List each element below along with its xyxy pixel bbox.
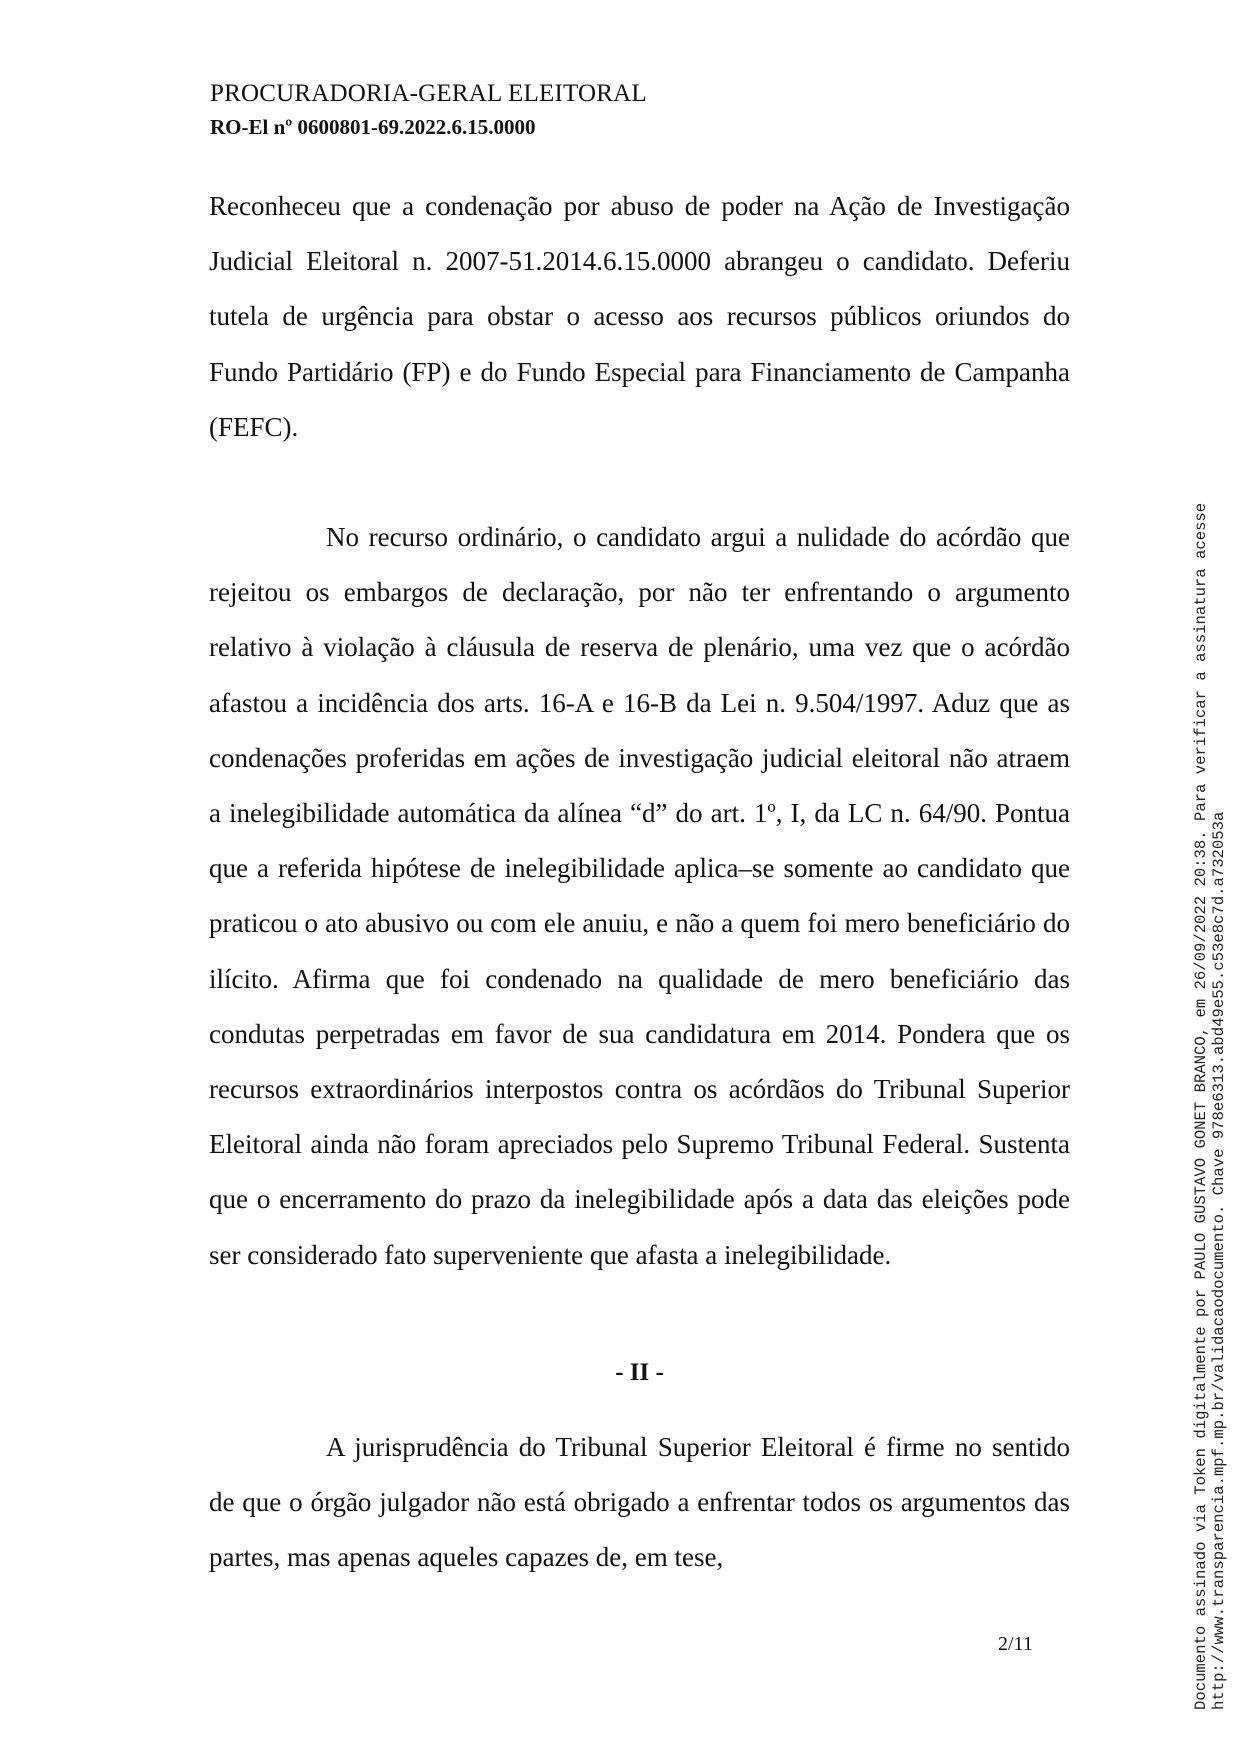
page-number: 2/11	[998, 1633, 1033, 1655]
organization-name: PROCURADORIA-GERAL ELEITORAL	[210, 80, 647, 107]
section-heading: - II -	[615, 1358, 664, 1386]
document-body	[209, 179, 1070, 1586]
paragraph: A jurisprudência do Tribunal Superior Eleitoral é firme no sentido de que o órgão julgador não está obrigado a enfrentar todos os argumentos das partes, mas apenas aqueles capazes de, em tese,	[209, 1432, 1070, 1573]
paragraph: Reconheceu que a condenação por abuso de poder na Ação de Investigação Judicial Eleitoral n. 2007-51.2014.6.15.0000 abrangeu o candidato. Deferiu tutela de urgência para obstar o acesso aos recursos públicos oriundos do Fundo Partidário (FP) e do Fundo Especial para Financiamento de Campanha (FEFC).	[209, 191, 1070, 442]
document-header	[210, 78, 647, 144]
signature-stamp	[1192, 503, 1228, 1710]
signature-stamp-line: Documento assinado via Token digitalmente por PAULO GUSTAVO GONET BRANCO, em 26/09/2022 20:38. Para verificar a assinatura acesse	[1192, 502, 1210, 1710]
paragraph: No recurso ordinário, o candidato argui a nulidade do acórdão que rejeitou os embargos de declaração, por não ter enfrentando o argumento relativo à violação à cláusula de reserva de plenário, uma vez que o acórdão afastou a incidência dos arts. 16-A e 16-B da Lei n. 9.504/1997. Aduz que as condenações proferidas em ações de investigação judicial eleitoral não atraem a inelegibilidade automática da alínea “d” do art. 1º, I, da LC n. 64/90. Pontua que a referida hipótese de inelegibilidade aplica–se somente ao candidato que praticou o ato abusivo ou com ele anuiu, e não a quem foi mero beneficiário do ilícito. Afirma que foi condenado na qualidade de mero beneficiário das condutas perpetradas em favor de sua candidatura em 2014. Pondera que os recursos extraordinários interpostos contra os acórdãos do Tribunal Superior Eleitoral ainda não foram apreciados pelo Supremo Tribunal Federal. Sustenta que o encerramento do prazo da inelegibilidade após a data das eleições pode ser considerado fato superveniente que afasta a inelegibilidade.	[209, 522, 1070, 1270]
signature-verification-link[interactable]: http://www.transparencia.mpf.mp.br/validacaodocumento. Chave 978e6313.abd49e55.c53e8c7d.a732053a	[1210, 811, 1228, 1710]
process-number: RO-El nº 0600801-69.2022.6.15.0000	[210, 115, 536, 139]
